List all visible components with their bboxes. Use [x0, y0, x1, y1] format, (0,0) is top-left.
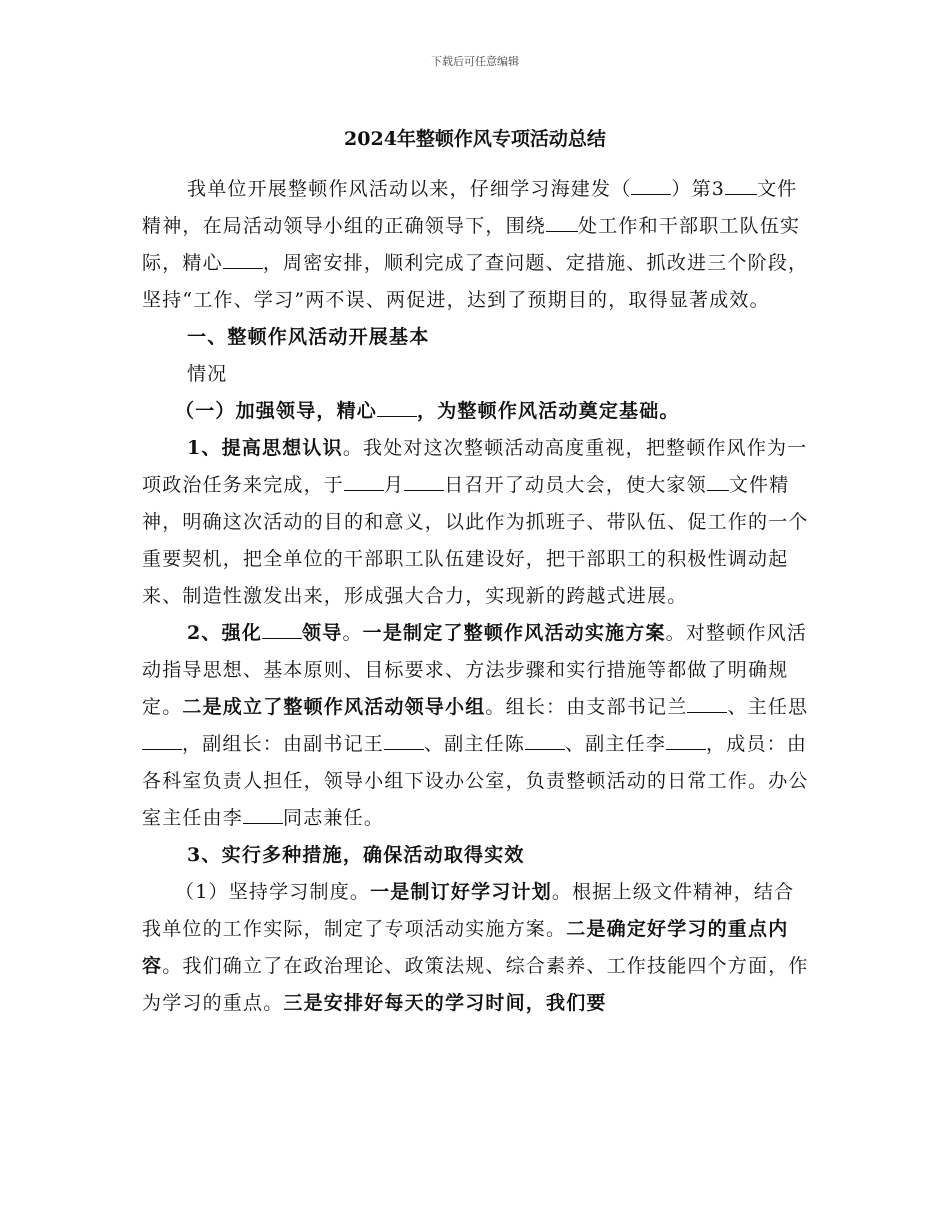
paragraph-study: （1）坚持学习制度。一是制订好学习计划。根据上级文件精神，结合我单位的工作实际，制定了专项活动实施方案。二是确定好学习的重点内容。我们确立了在政治理论、政策法规、综合素养、工作技能四个方面，作为学习的重点。三是安排好每天的学习时间，我们要	[142, 881, 809, 1014]
subsection-heading-1: （一）加强领导，精心 ，为整顿作风活动奠定基础。	[175, 400, 680, 422]
blank-field	[666, 732, 706, 750]
blank-field	[223, 251, 263, 269]
blank-field	[546, 214, 578, 232]
blank-field	[243, 806, 283, 824]
paragraph-intro: 我单位开展整顿作风活动以来，仔细学习海建发（ ）第3 文件精神，在局活动领导小组的正确领导下，围绕 处工作和干部职工队伍实际，精心 ，周密安排，顺利完成了查问题、定措施、抓改进三个阶段，坚持“工作、学习”两不误、两促进，达到了预期目的，取得显著成效。	[142, 178, 809, 311]
blank-field	[344, 473, 384, 491]
document-body	[142, 171, 810, 1022]
paragraph-thinking: 1、提高思想认识。我处对这次整顿活动高度重视，把整顿作风作为一项政治任务来完成，于 月 日召开了动员大会，使大家领 文件精神，明确这次活动的目的和意义，以此作为抓班子、带队伍、促工作的一个重要契机，把全单位的干部职工队伍建设好，把干部职工的积极性调动起来、制造性激发出来，形成强大合力，实现新的跨越式进展。	[142, 437, 809, 607]
subsection-heading-3: 3、实行多种措施，确保活动取得实效	[187, 844, 525, 866]
blank-field	[142, 732, 182, 750]
blank-field	[707, 473, 729, 491]
blank-field	[377, 399, 417, 417]
blank-field	[384, 732, 424, 750]
blank-field	[631, 177, 671, 195]
blank-field	[404, 473, 444, 491]
page-header: 下载后可任意编辑	[431, 55, 519, 68]
section-heading-1-cont: 情况	[187, 363, 228, 385]
paragraph-leadership: 2、强化 领导。一是制定了整顿作风活动实施方案。对整顿作风活动指导思想、基本原则、目标要求、方法步骤和实行措施等都做了明确规定。二是成立了整顿作风活动领导小组。组长：由支部书记兰 、主任思，副组长：由副书记王 、副主任陈 、副主任李 ，成员：由各科室负责人担任，领导小组下设办公室，负责整顿活动的日常工作。办公室主任由李 同志兼任。	[142, 622, 809, 829]
document-title: 2024年整顿作风专项活动总结	[344, 128, 606, 150]
blank-field	[262, 621, 302, 639]
blank-field	[725, 177, 757, 195]
blank-field	[525, 732, 565, 750]
section-heading-1: 一、整顿作风活动开展基本	[187, 326, 430, 348]
blank-field	[687, 695, 727, 713]
